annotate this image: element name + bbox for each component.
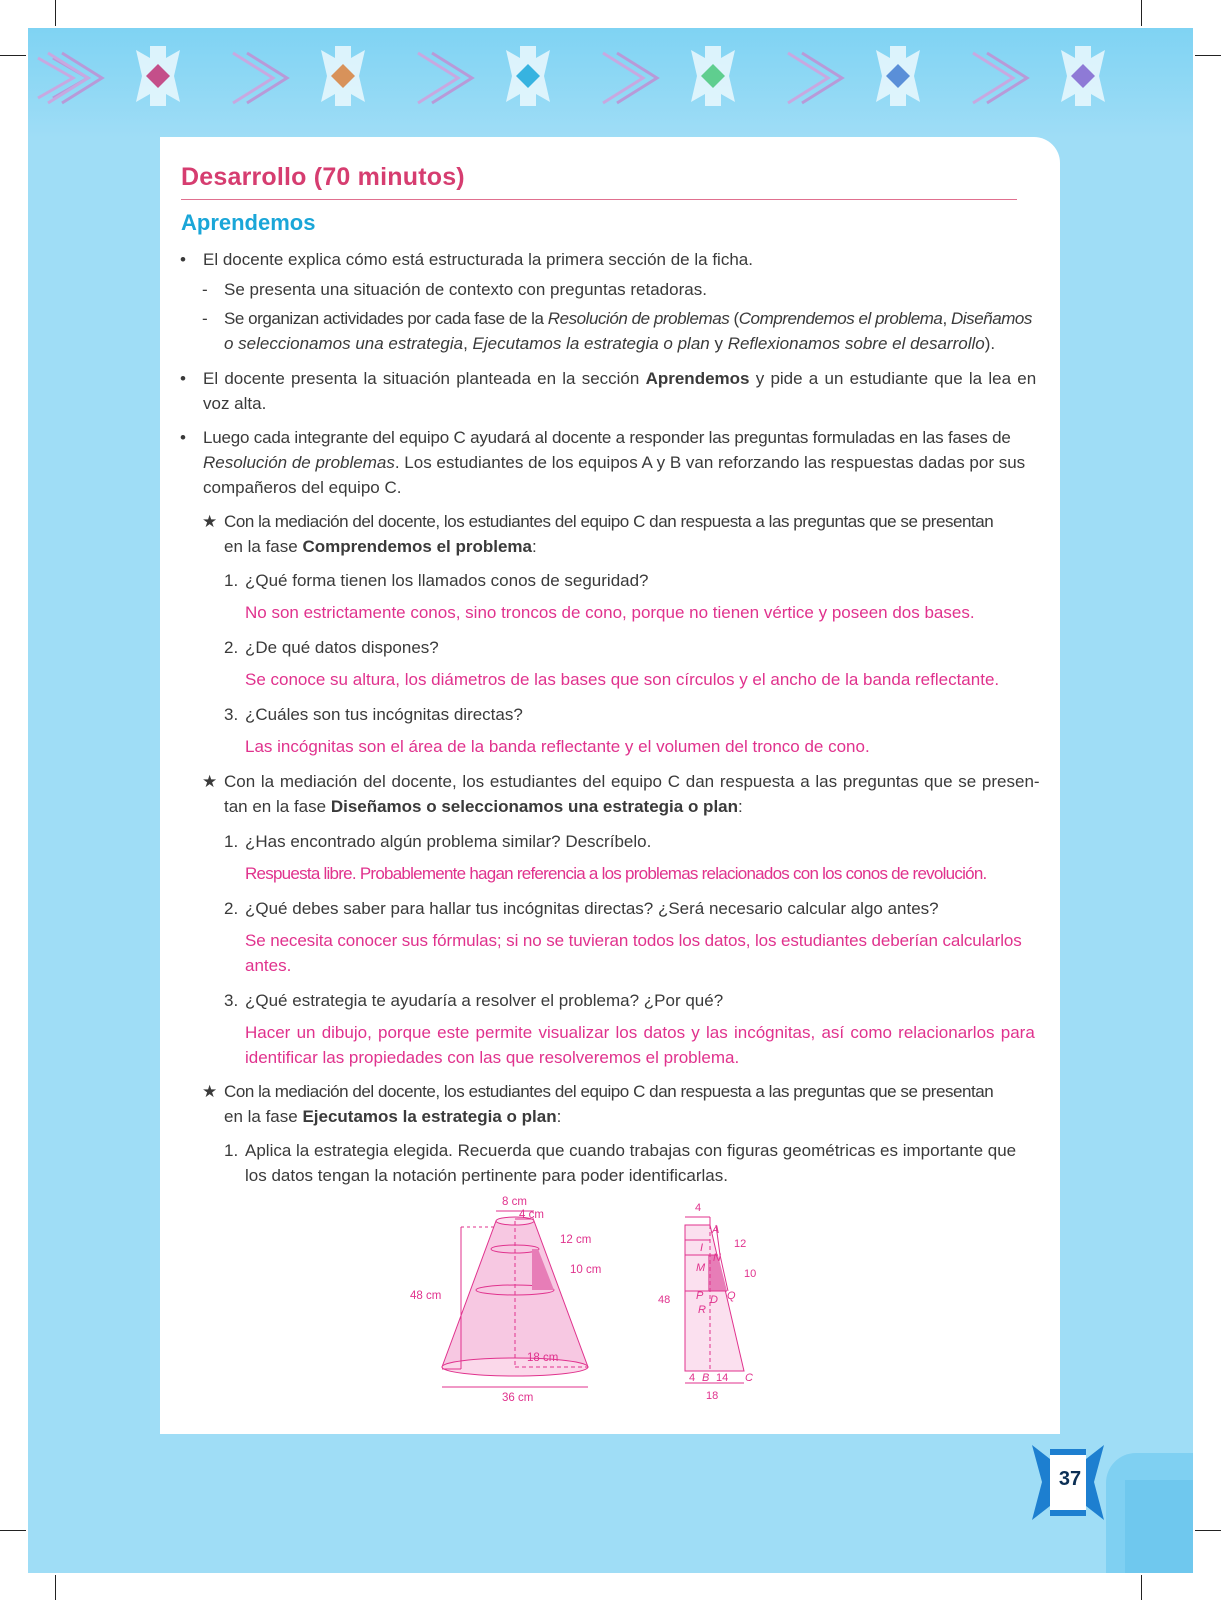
section-title: Desarrollo (70 minutos) bbox=[181, 163, 465, 191]
answer-text: No son estrictamente conos, sino troncos de cono, porque no tienen vértice y poseen dos bases. bbox=[245, 603, 975, 622]
text-run: . Los estudiantes de los equipos A y B van reforzando las respuestas dadas por sus bbox=[394, 453, 1026, 472]
bullet-text: El docente explica cómo está estructurada la primera sección de la ficha. bbox=[203, 250, 753, 269]
subsection-title: Aprendemos bbox=[181, 210, 316, 235]
crop-mark bbox=[1141, 1575, 1142, 1600]
fig1-band-width: 10 cm bbox=[570, 1264, 602, 1276]
section-figure bbox=[650, 1195, 770, 1405]
answer-text-cont: antes. bbox=[245, 956, 292, 975]
crop-mark bbox=[1195, 1530, 1221, 1531]
star-icon: ★ bbox=[202, 772, 218, 791]
fig1-band-top: 12 cm bbox=[560, 1234, 592, 1246]
text-run: ). bbox=[984, 334, 996, 353]
point-label: Q bbox=[727, 1290, 736, 1302]
text-run-bold: Comprendemos el problema bbox=[302, 537, 533, 556]
item-number: 3. bbox=[224, 705, 239, 724]
question-text: ¿Cuáles son tus incógnitas directas? bbox=[245, 705, 523, 724]
star-text: Con la mediación del docente, los estudiantes del equipo C dan respuesta a las preguntas que se presen- bbox=[224, 772, 1040, 791]
bullet-marker: • bbox=[180, 250, 186, 269]
answer-text: Hacer un dibujo, porque este permite visualizar los datos y las incógnitas, así como relacionarlos para bbox=[245, 1023, 1035, 1042]
star-text-cont bbox=[224, 534, 537, 559]
question-text-cont: los datos tengan la notación pertinente para poder identificarlas. bbox=[245, 1166, 728, 1185]
text-run: y pide a un estudiante que la lea en bbox=[749, 369, 1037, 388]
decorative-banner bbox=[28, 28, 1193, 138]
fig2-base-left: 4 bbox=[689, 1372, 696, 1384]
fig2-height: 48 bbox=[658, 1294, 671, 1306]
star-text: Con la mediación del docente, los estudiantes del equipo C dan respuesta a las preguntas que se presentan bbox=[224, 512, 994, 531]
text-run: en la fase bbox=[224, 537, 303, 556]
question-text: ¿Qué estrategia te ayudaría a resolver el problema? ¿Por qué? bbox=[245, 991, 724, 1010]
fig2-seg2: 10 bbox=[744, 1268, 757, 1280]
point-label: P bbox=[696, 1290, 704, 1302]
point-label: C bbox=[745, 1372, 753, 1384]
text-run-italic: Ejecutamos la estrategia o plan bbox=[472, 334, 710, 353]
cone-figure bbox=[410, 1189, 610, 1409]
answer-text: Se conoce su altura, los diámetros de las bases que son círculos y el ancho de la banda reflectante. bbox=[245, 670, 1000, 689]
text-run: tan en la fase bbox=[224, 797, 331, 816]
point-label: D bbox=[710, 1294, 718, 1306]
crop-mark bbox=[55, 1575, 56, 1600]
fig2-base-right: 14 bbox=[716, 1372, 729, 1384]
item-number: 1. bbox=[224, 571, 239, 590]
bullet-text-cont: voz alta. bbox=[203, 394, 267, 413]
question-text: ¿Has encontrado algún problema similar? Descríbelo. bbox=[245, 832, 652, 851]
bullet-text-cont: compañeros del equipo C. bbox=[203, 478, 402, 497]
point-label: M bbox=[696, 1262, 706, 1274]
item-number: 1. bbox=[224, 1141, 239, 1160]
crop-mark bbox=[0, 55, 26, 56]
content-card bbox=[160, 137, 1060, 1434]
text-run-italic: Diseñamos bbox=[950, 309, 1032, 328]
bullet-text-cont bbox=[203, 450, 1025, 475]
item-number: 3. bbox=[224, 991, 239, 1010]
fig1-height: 48 cm bbox=[410, 1290, 442, 1302]
text-run: , bbox=[463, 334, 473, 353]
text-run: : bbox=[532, 537, 537, 556]
dash-text bbox=[224, 306, 1032, 331]
fig1-base-radius: 18 cm bbox=[527, 1352, 559, 1364]
item-number: 2. bbox=[224, 638, 239, 657]
crop-mark bbox=[1195, 55, 1221, 56]
question-text: ¿De qué datos dispones? bbox=[245, 638, 439, 657]
text-run: : bbox=[556, 1107, 562, 1126]
point-label: A bbox=[712, 1224, 720, 1236]
question-text: Aplica la estrategia elegida. Recuerda que cuando trabajas con figuras geométricas es importante que bbox=[245, 1141, 1017, 1160]
point-label: R bbox=[698, 1304, 706, 1316]
answer-text: Las incógnitas son el área de la banda reflectante y el volumen del tronco de cono. bbox=[245, 737, 870, 756]
point-label: B bbox=[702, 1372, 710, 1384]
question-text: ¿Qué forma tienen los llamados conos de seguridad? bbox=[245, 571, 649, 590]
star-text-cont bbox=[224, 794, 743, 819]
crop-mark bbox=[55, 0, 56, 26]
text-run-bold: Diseñamos o seleccionamos una estrategia o plan bbox=[330, 797, 739, 816]
text-run-italic: Resolución de problemas bbox=[203, 453, 395, 472]
text-run: El docente presenta la situación planteada en la sección bbox=[203, 369, 646, 388]
star-icon: ★ bbox=[202, 512, 218, 531]
star-text: Con la mediación del docente, los estudiantes del equipo C dan respuesta a las preguntas que se presentan bbox=[224, 1082, 994, 1101]
crop-mark bbox=[1141, 0, 1142, 26]
answer-text: Respuesta libre. Probablemente hagan referencia a los problemas relacionados con los conos de revolución. bbox=[245, 864, 987, 883]
text-run-italic: o seleccionamos una estrategia bbox=[224, 334, 464, 353]
bullet-marker: • bbox=[180, 369, 186, 388]
corner-tab-shade bbox=[1125, 1480, 1193, 1573]
text-run: ( bbox=[729, 309, 739, 328]
item-number: 1. bbox=[224, 832, 239, 851]
page-number: 37 bbox=[1058, 1468, 1082, 1490]
text-run: , bbox=[942, 309, 951, 328]
dash-marker: - bbox=[202, 280, 208, 299]
text-run-italic: Resolución de problemas bbox=[547, 309, 730, 328]
point-label: N bbox=[713, 1252, 721, 1264]
star-text-cont bbox=[224, 1104, 561, 1129]
question-text: ¿Qué debes saber para hallar tus incógnitas directas? ¿Será necesario calcular algo antes? bbox=[245, 899, 939, 918]
fig1-top-diam: 8 cm bbox=[502, 1196, 527, 1208]
bullet-text bbox=[203, 366, 1036, 391]
dash-marker: - bbox=[202, 309, 208, 328]
dash-text-cont bbox=[224, 331, 995, 356]
text-run-bold: Aprendemos bbox=[645, 369, 750, 388]
fig1-top-radius: 4 cm bbox=[519, 1209, 544, 1221]
text-run: y bbox=[709, 334, 728, 353]
fig2-base: 18 bbox=[706, 1390, 719, 1402]
bullet-marker: • bbox=[180, 428, 186, 447]
fig1-base-diam: 36 cm bbox=[502, 1392, 534, 1404]
point-label: I bbox=[700, 1242, 704, 1254]
text-run: : bbox=[738, 797, 743, 816]
text-run-bold: Ejecutamos la estrategia o plan bbox=[302, 1107, 557, 1126]
title-rule bbox=[181, 199, 1017, 200]
crop-mark bbox=[0, 1530, 26, 1531]
answer-text-cont: identificar las propiedades con las que resolveremos el problema. bbox=[245, 1048, 740, 1067]
answer-text: Se necesita conocer sus fórmulas; si no se tuvieran todos los datos, los estudiantes deberían calcularlos bbox=[245, 931, 1022, 950]
fig2-seg1: 12 bbox=[734, 1238, 747, 1250]
text-run: Se organizan actividades por cada fase de la bbox=[224, 309, 548, 328]
fig2-top: 4 bbox=[695, 1202, 702, 1214]
text-run: en la fase bbox=[224, 1107, 303, 1126]
star-icon: ★ bbox=[202, 1082, 218, 1101]
text-run-italic: Comprendemos el problema bbox=[738, 309, 943, 328]
item-number: 2. bbox=[224, 899, 239, 918]
bullet-text: Luego cada integrante del equipo C ayudará al docente a responder las preguntas formuladas en las fases de bbox=[203, 428, 1011, 447]
dash-text: Se presenta una situación de contexto con preguntas retadoras. bbox=[224, 280, 707, 299]
text-run-italic: Reflexionamos sobre el desarrollo bbox=[727, 334, 985, 353]
